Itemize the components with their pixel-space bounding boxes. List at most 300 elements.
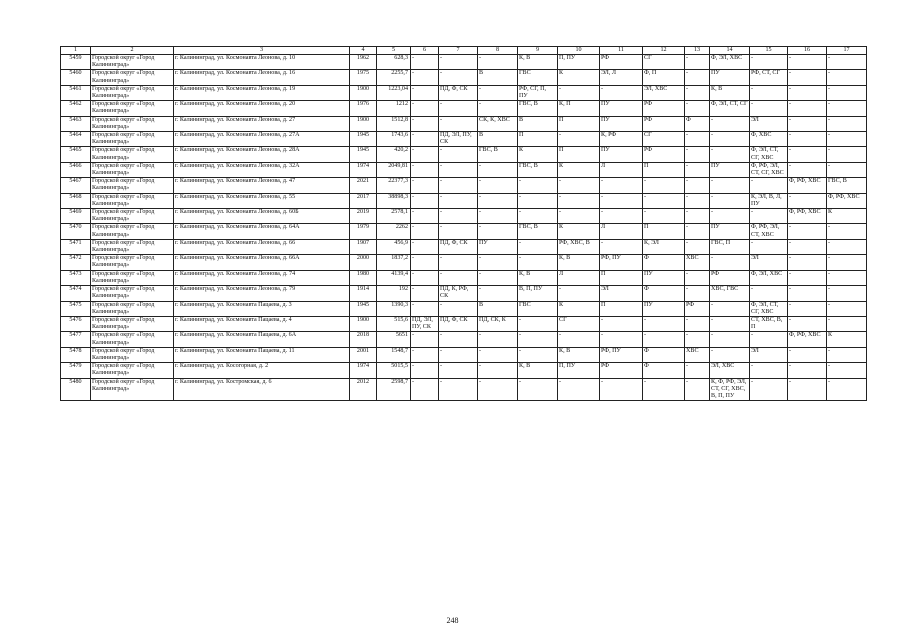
table-cell: 2049,81 [377, 162, 411, 177]
table-cell: Ф, ЭЛ, ХВС [750, 270, 788, 285]
table-row [61, 286, 867, 301]
table-cell: - [827, 147, 867, 162]
table-row [61, 270, 867, 285]
table-cell: - [827, 270, 867, 285]
table-cell: ПД, Ф, СК [439, 85, 478, 100]
table-cell: Ф [643, 286, 685, 301]
table-cell: ПД, ЭЛ, ПУ, СК [439, 132, 478, 147]
table-cell: ЭЛ [750, 116, 788, 131]
table-cell: 2018 [350, 332, 377, 347]
table-cell: - [558, 209, 600, 224]
table-cell: - [685, 85, 710, 100]
table-cell: - [558, 193, 600, 208]
header-cell: 12 [643, 47, 685, 55]
table-cell: - [643, 178, 685, 193]
table-cell: Городской округ «Город Калининград» [91, 270, 174, 285]
table-cell: - [478, 101, 518, 116]
header-cell: 4 [350, 47, 377, 55]
table-row [61, 85, 867, 100]
table-cell: 420,2 [377, 147, 411, 162]
table-cell: РФ [600, 55, 643, 70]
table-cell: 2017 [350, 193, 377, 208]
header-row [61, 47, 867, 55]
table-cell: К [827, 209, 867, 224]
table-cell: 5469 [61, 209, 91, 224]
table-cell: 1907 [350, 239, 377, 254]
table-cell: - [710, 301, 750, 316]
table-cell: - [827, 85, 867, 100]
table-cell: - [827, 224, 867, 239]
table-cell: 5480 [61, 378, 91, 401]
table-cell: - [643, 209, 685, 224]
table-cell: - [600, 316, 643, 331]
table-cell: 1945 [350, 132, 377, 147]
table-cell: - [710, 116, 750, 131]
table-cell: 2262 [377, 224, 411, 239]
table-cell: 1975 [350, 70, 377, 85]
table-cell: - [788, 363, 827, 378]
table-cell: - [788, 116, 827, 131]
table-cell: РФ, ПУ [600, 347, 643, 362]
table-cell: Ф [643, 363, 685, 378]
table-cell: - [685, 70, 710, 85]
table-cell: 2255,7 [377, 70, 411, 85]
table-cell: П [600, 270, 643, 285]
table-cell: К [558, 70, 600, 85]
table-cell: 2578,1 [377, 209, 411, 224]
table-cell: СГ [558, 316, 600, 331]
table-cell: К, П [558, 101, 600, 116]
table-cell: - [439, 332, 478, 347]
table-row [61, 301, 867, 316]
table-cell: г. Калининград, ул. Космонавта Леонова, д. 10 [174, 55, 350, 70]
table-cell: - [411, 301, 439, 316]
table-cell: г. Калининград, ул. Космонавта Леонова, д. 55 [174, 193, 350, 208]
table-cell: 5473 [61, 270, 91, 285]
table-cell: г. Калининград, ул. Космонавта Пацаева, д. 3 [174, 301, 350, 316]
table-cell: 1837,2 [377, 255, 411, 270]
table-cell: - [710, 347, 750, 362]
table-cell: К, В [558, 347, 600, 362]
table-cell: - [411, 224, 439, 239]
table-cell: В [478, 70, 518, 85]
table-cell: - [558, 332, 600, 347]
table-cell: - [788, 101, 827, 116]
table-cell: К [558, 301, 600, 316]
table-cell: ПУ [600, 147, 643, 162]
table-cell: - [788, 193, 827, 208]
table-cell: - [518, 239, 558, 254]
table-cell: Городской округ «Город Калининград» [91, 316, 174, 331]
table-cell: 1962 [350, 55, 377, 70]
table-cell: 1900 [350, 85, 377, 100]
table-row [61, 239, 867, 254]
table-cell: РФ [710, 270, 750, 285]
table-cell: ЭЛ, ХВС [710, 363, 750, 378]
table-cell: - [685, 224, 710, 239]
table-row [61, 132, 867, 147]
table-cell: 5461 [61, 85, 91, 100]
table-cell: - [411, 101, 439, 116]
table-cell: К, В [518, 270, 558, 285]
table-cell: 5459 [61, 55, 91, 70]
table-cell: - [600, 209, 643, 224]
table-cell: - [685, 316, 710, 331]
table-cell: 38898,3 [377, 193, 411, 208]
table-cell: ГВС, П [710, 239, 750, 254]
table-cell: Городской округ «Город Калининград» [91, 101, 174, 116]
table-cell: К [518, 147, 558, 162]
table-cell: - [710, 147, 750, 162]
table-cell: СК, К, ХВС [478, 116, 518, 131]
table-cell: 1900 [350, 116, 377, 131]
table-cell: - [827, 286, 867, 301]
table-cell: - [478, 255, 518, 270]
table-cell: СГ [643, 132, 685, 147]
table-cell: ГВС [518, 301, 558, 316]
table-cell: - [600, 239, 643, 254]
table-cell: - [411, 332, 439, 347]
header-cell: 9 [518, 47, 558, 55]
table-cell: ЭЛ, ХВС [643, 85, 685, 100]
table-cell: Л [600, 224, 643, 239]
table-cell: 1548,7 [377, 347, 411, 362]
table-cell: - [439, 193, 478, 208]
table-cell: П [643, 162, 685, 177]
table-cell: 22377,3 [377, 178, 411, 193]
table-cell: - [710, 178, 750, 193]
table-cell: г. Калининград, ул. Костромская, д. 6 [174, 378, 350, 401]
table-cell: - [411, 178, 439, 193]
table-cell: - [439, 55, 478, 70]
table-cell: ХВС [685, 347, 710, 362]
table-cell: - [788, 270, 827, 285]
register-table [60, 46, 867, 401]
table-row [61, 378, 867, 401]
table-cell: г. Калининград, ул. Космонавта Леонова, д. 20 [174, 101, 350, 116]
table-cell: - [827, 101, 867, 116]
table-cell: К [558, 224, 600, 239]
table-cell: ПД, ЭЛ, ПУ, СК [411, 316, 439, 331]
table-cell: - [478, 178, 518, 193]
table-cell: Городской округ «Город Калининград» [91, 363, 174, 378]
table-cell: - [411, 162, 439, 177]
table-cell: РФ, ХВС, В [558, 239, 600, 254]
table-cell: - [827, 239, 867, 254]
table-row [61, 332, 867, 347]
table-cell: - [710, 132, 750, 147]
table-cell: - [439, 70, 478, 85]
table-cell: ПД, СК, К [478, 316, 518, 331]
header-cell: 8 [478, 47, 518, 55]
table-cell: Ф, ЭЛ, СТ, СГ, ХВС [750, 301, 788, 316]
table-cell: 5015,5 [377, 363, 411, 378]
table-row [61, 178, 867, 193]
table-cell: г. Калининград, ул. Космонавта Леонова, д. 27 [174, 116, 350, 131]
table-cell: - [439, 224, 478, 239]
table-cell: Ф [685, 116, 710, 131]
table-cell: - [685, 378, 710, 401]
table-cell: ПУ [710, 162, 750, 177]
table-cell: - [478, 332, 518, 347]
table-cell: - [411, 286, 439, 301]
table-cell: - [439, 363, 478, 378]
table-cell: ГВС, В [518, 224, 558, 239]
table-cell: П [600, 301, 643, 316]
table-cell: РФ [685, 301, 710, 316]
table-cell: К, Ф, РФ, ЭЛ, СТ, СГ, ХВС, В, П, ПУ [710, 378, 750, 401]
table-cell: - [788, 378, 827, 401]
table-cell: К, В [710, 85, 750, 100]
table-cell: ПД, К, РФ, СК [439, 286, 478, 301]
table-cell: Городской округ «Город Калининград» [91, 85, 174, 100]
table-cell: г. Калининград, ул. Космонавта Леонова, д. 19 [174, 85, 350, 100]
table-cell: П [558, 116, 600, 131]
table-cell: - [710, 209, 750, 224]
table-cell: - [411, 378, 439, 401]
table-cell: Городской округ «Город Калининград» [91, 286, 174, 301]
table-cell: - [685, 209, 710, 224]
table-row [61, 193, 867, 208]
table-cell: - [558, 132, 600, 147]
table-cell: П [518, 132, 558, 147]
table-cell: - [439, 178, 478, 193]
table-row [61, 255, 867, 270]
table-cell: - [439, 209, 478, 224]
table-cell: г. Калининград, ул. Космонавта Пацаева, д. 11 [174, 347, 350, 362]
table-cell: - [750, 55, 788, 70]
table-cell: Ф, РФ, ЭЛ, СТ, ХВС [750, 224, 788, 239]
table-cell: 5472 [61, 255, 91, 270]
table-cell: 2021 [350, 178, 377, 193]
table-cell: ПУ [600, 116, 643, 131]
table-cell: В [518, 116, 558, 131]
table-cell: 2012 [350, 378, 377, 401]
table-cell: - [685, 162, 710, 177]
header-cell: 14 [710, 47, 750, 55]
table-cell: - [411, 193, 439, 208]
header-cell: 3 [174, 47, 350, 55]
table-cell: - [600, 193, 643, 208]
table-cell: 1980 [350, 270, 377, 285]
table-cell: - [750, 209, 788, 224]
table-cell: - [411, 209, 439, 224]
table-cell: - [788, 316, 827, 331]
table-cell: - [750, 378, 788, 401]
table-cell: - [518, 332, 558, 347]
table-cell: г. Калининград, ул. Космонавта Леонова, д. 60Б [174, 209, 350, 224]
header-cell: 1 [61, 47, 91, 55]
table-cell: г. Калининград, ул. Космонавта Леонова, д. 74 [174, 270, 350, 285]
table-cell: Городской округ «Город Калининград» [91, 224, 174, 239]
table-cell: Городской округ «Город Калининград» [91, 239, 174, 254]
table-cell: Л [600, 162, 643, 177]
table-cell: - [600, 378, 643, 401]
table-cell: - [600, 85, 643, 100]
table-cell: - [685, 193, 710, 208]
table-cell: К, В [518, 55, 558, 70]
table-cell: ЭЛ, Л [600, 70, 643, 85]
table-cell: - [827, 255, 867, 270]
table-cell: г. Калининград, ул. Косогорная, д. 2 [174, 363, 350, 378]
table-cell: - [478, 209, 518, 224]
table-cell: - [439, 347, 478, 362]
table-cell: - [478, 378, 518, 401]
table-cell: - [518, 255, 558, 270]
table-cell: - [411, 270, 439, 285]
table-cell: К, В [518, 363, 558, 378]
table-cell: - [827, 378, 867, 401]
table-cell: ПУ [710, 70, 750, 85]
table-cell: - [750, 363, 788, 378]
table-cell: г. Калининград, ул. Космонавта Пацаева, д. 6А [174, 332, 350, 347]
table-cell: г. Калининград, ул. Космонавта Леонова, д. 28А [174, 147, 350, 162]
table-cell: 628,3 [377, 55, 411, 70]
table-body [61, 47, 867, 401]
table-cell: 1945 [350, 301, 377, 316]
table-cell: - [788, 255, 827, 270]
table-cell: РФ [643, 147, 685, 162]
page-number: 248 [446, 616, 459, 625]
table-cell: 5477 [61, 332, 91, 347]
table-cell: - [518, 316, 558, 331]
table-cell: РФ, ПУ [600, 255, 643, 270]
table-cell: - [750, 178, 788, 193]
table-cell: - [600, 178, 643, 193]
header-cell: 2 [91, 47, 174, 55]
table-cell: - [710, 332, 750, 347]
table-cell: г. Калининград, ул. Космонавта Леонова, д. 27А [174, 132, 350, 147]
table-cell: П [558, 147, 600, 162]
table-cell: В, П, ПУ [518, 286, 558, 301]
table-row [61, 162, 867, 177]
table-cell: ЭЛ [600, 286, 643, 301]
table-cell: - [439, 147, 478, 162]
header-cell: 16 [788, 47, 827, 55]
table-cell: 5475 [61, 301, 91, 316]
table-cell: В [478, 301, 518, 316]
table-cell: Городской округ «Город Калининград» [91, 193, 174, 208]
header-cell: 10 [558, 47, 600, 55]
table-cell: - [788, 147, 827, 162]
table-cell: 1390,3 [377, 301, 411, 316]
table-cell: Городской округ «Город Калининград» [91, 209, 174, 224]
table-cell: Городской округ «Город Калининград» [91, 162, 174, 177]
table-cell: - [518, 178, 558, 193]
table-cell: - [827, 162, 867, 177]
table-cell: К [558, 162, 600, 177]
table-cell: Городской округ «Город Калининград» [91, 70, 174, 85]
table-cell: - [788, 239, 827, 254]
table-cell: 5462 [61, 101, 91, 116]
header-cell: 5 [377, 47, 411, 55]
table-cell: РФ [643, 101, 685, 116]
table-cell: 5468 [61, 193, 91, 208]
table-cell: 2019 [350, 209, 377, 224]
table-cell: Ф, П [643, 70, 685, 85]
table-cell: - [685, 286, 710, 301]
table-cell: П [643, 224, 685, 239]
table-cell: ЭЛ [750, 347, 788, 362]
table-cell: 1212 [377, 101, 411, 116]
header-cell: 17 [827, 47, 867, 55]
table-cell: ПД, Ф, СК [439, 316, 478, 331]
table-cell: - [685, 55, 710, 70]
table-cell: - [827, 116, 867, 131]
table-cell: Ф, ЭЛ, СТ, СГ, ХВС [750, 147, 788, 162]
table-cell: - [788, 286, 827, 301]
table-cell: - [478, 286, 518, 301]
table-cell: 456,9 [377, 239, 411, 254]
table-cell: - [411, 347, 439, 362]
table-cell: ПУ [600, 101, 643, 116]
table-cell: 4139,4 [377, 270, 411, 285]
table-cell: - [827, 316, 867, 331]
table-cell: г. Калининград, ул. Космонавта Пацаева, д. 4 [174, 316, 350, 331]
table-cell: К, ЭЛ, В, Л, ПУ [750, 193, 788, 208]
header-cell: 15 [750, 47, 788, 55]
table-cell: 1974 [350, 363, 377, 378]
table-cell: Ф [643, 347, 685, 362]
table-cell: Городской округ «Город Калининград» [91, 378, 174, 401]
table-cell: - [788, 301, 827, 316]
table-cell: - [478, 85, 518, 100]
table-cell: 1976 [350, 101, 377, 116]
table-cell: - [478, 55, 518, 70]
table-cell: - [750, 101, 788, 116]
table-row [61, 316, 867, 331]
table-cell: РФ [643, 116, 685, 131]
table-cell: 2000 [350, 255, 377, 270]
table-cell: 5474 [61, 286, 91, 301]
table-cell: - [478, 347, 518, 362]
table-cell: 192 [377, 286, 411, 301]
table-cell: - [827, 363, 867, 378]
table-cell: 5651 [377, 332, 411, 347]
table-row [61, 55, 867, 70]
header-cell: 6 [411, 47, 439, 55]
table-cell: К, РФ [600, 132, 643, 147]
table-cell: П, ПУ [558, 55, 600, 70]
table-row [61, 116, 867, 131]
table-cell: - [710, 255, 750, 270]
table-cell: - [643, 193, 685, 208]
table-cell: - [518, 378, 558, 401]
header-cell: 11 [600, 47, 643, 55]
table-cell: 515,6 [377, 316, 411, 331]
table-cell: Городской округ «Город Калининград» [91, 347, 174, 362]
table-cell: - [600, 332, 643, 347]
table-cell: - [750, 286, 788, 301]
table-cell: - [411, 116, 439, 131]
table-cell: Ф, ЭЛ, СТ, СГ [710, 101, 750, 116]
table-cell: - [827, 301, 867, 316]
table-cell: ПУ [478, 239, 518, 254]
table-cell: г. Калининград, ул. Космонавта Леонова, д. 16 [174, 70, 350, 85]
table-cell: - [411, 55, 439, 70]
table-cell: Ф [643, 255, 685, 270]
table-cell: Ф, ЭЛ, ХВС [710, 55, 750, 70]
table-cell: г. Калининград, ул. Космонавта Леонова, д. 32А [174, 162, 350, 177]
table-cell: РФ, СГ, П, ПУ [518, 85, 558, 100]
table-cell: - [478, 193, 518, 208]
table-cell: - [685, 270, 710, 285]
table-cell: СГ [643, 55, 685, 70]
table-cell: ХВС [685, 255, 710, 270]
table-cell: - [558, 286, 600, 301]
table-cell: г. Калининград, ул. Космонавта Леонова, д. 47 [174, 178, 350, 193]
table-cell: ПУ [643, 301, 685, 316]
